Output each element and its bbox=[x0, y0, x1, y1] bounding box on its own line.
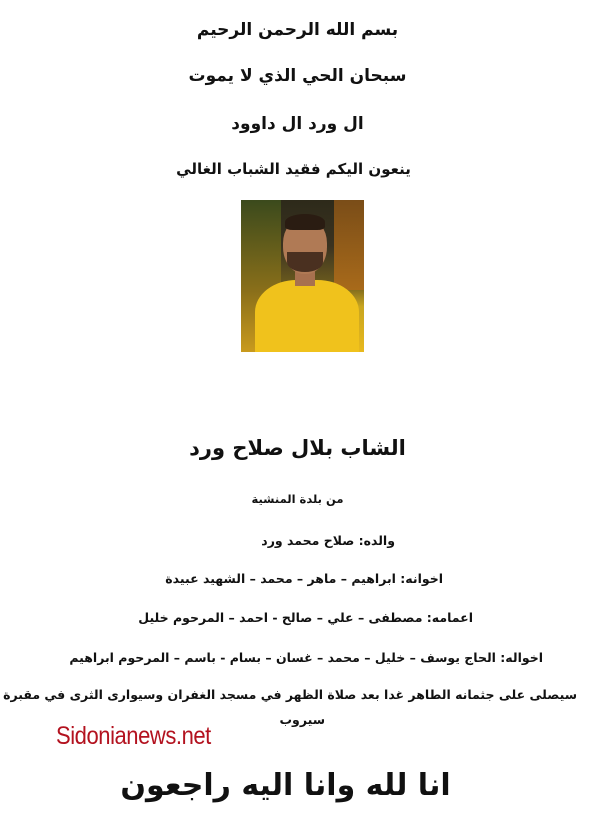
closing-verse: انا لله وانا اليه راجعون bbox=[120, 768, 451, 803]
maternal-uncles-line: اخواله: الحاج يوسف – خليل – محمد – غسان – بسام - باسم – المرحوم ابراهيم bbox=[69, 650, 543, 665]
announcement-line: ينعون اليكم فقيد الشباب الغالي bbox=[176, 160, 411, 178]
subhan-line: سبحان الحي الذي لا يموت bbox=[188, 66, 407, 86]
funeral-details-line: سيصلى على جثمانه الطاهر غدا بعد صلاة الظهر في مسجد الغفران وسيوارى الثرى في مقبرة bbox=[3, 687, 577, 702]
father-line: والده: صلاح محمد ورد bbox=[261, 533, 395, 548]
brothers-line: اخوانه: ابراهيم – ماهر – محمد – الشهيد عبيدة bbox=[165, 571, 443, 586]
deceased-name: الشاب بلال صلاح ورد bbox=[189, 436, 406, 460]
basmala-heading: بسم الله الرحمن الرحيم bbox=[196, 20, 399, 40]
cemetery-name: سيروب bbox=[279, 712, 325, 727]
site-watermark: Sidonianews.net bbox=[56, 722, 211, 750]
families-line: ال ورد ال داوود bbox=[231, 114, 364, 134]
deceased-photo bbox=[241, 200, 364, 352]
hometown-line: من بلدة المنشية bbox=[251, 492, 344, 506]
paternal-uncles-line: اعمامه: مصطفى – علي – صالح - احمد – المرحوم خليل bbox=[138, 610, 473, 625]
